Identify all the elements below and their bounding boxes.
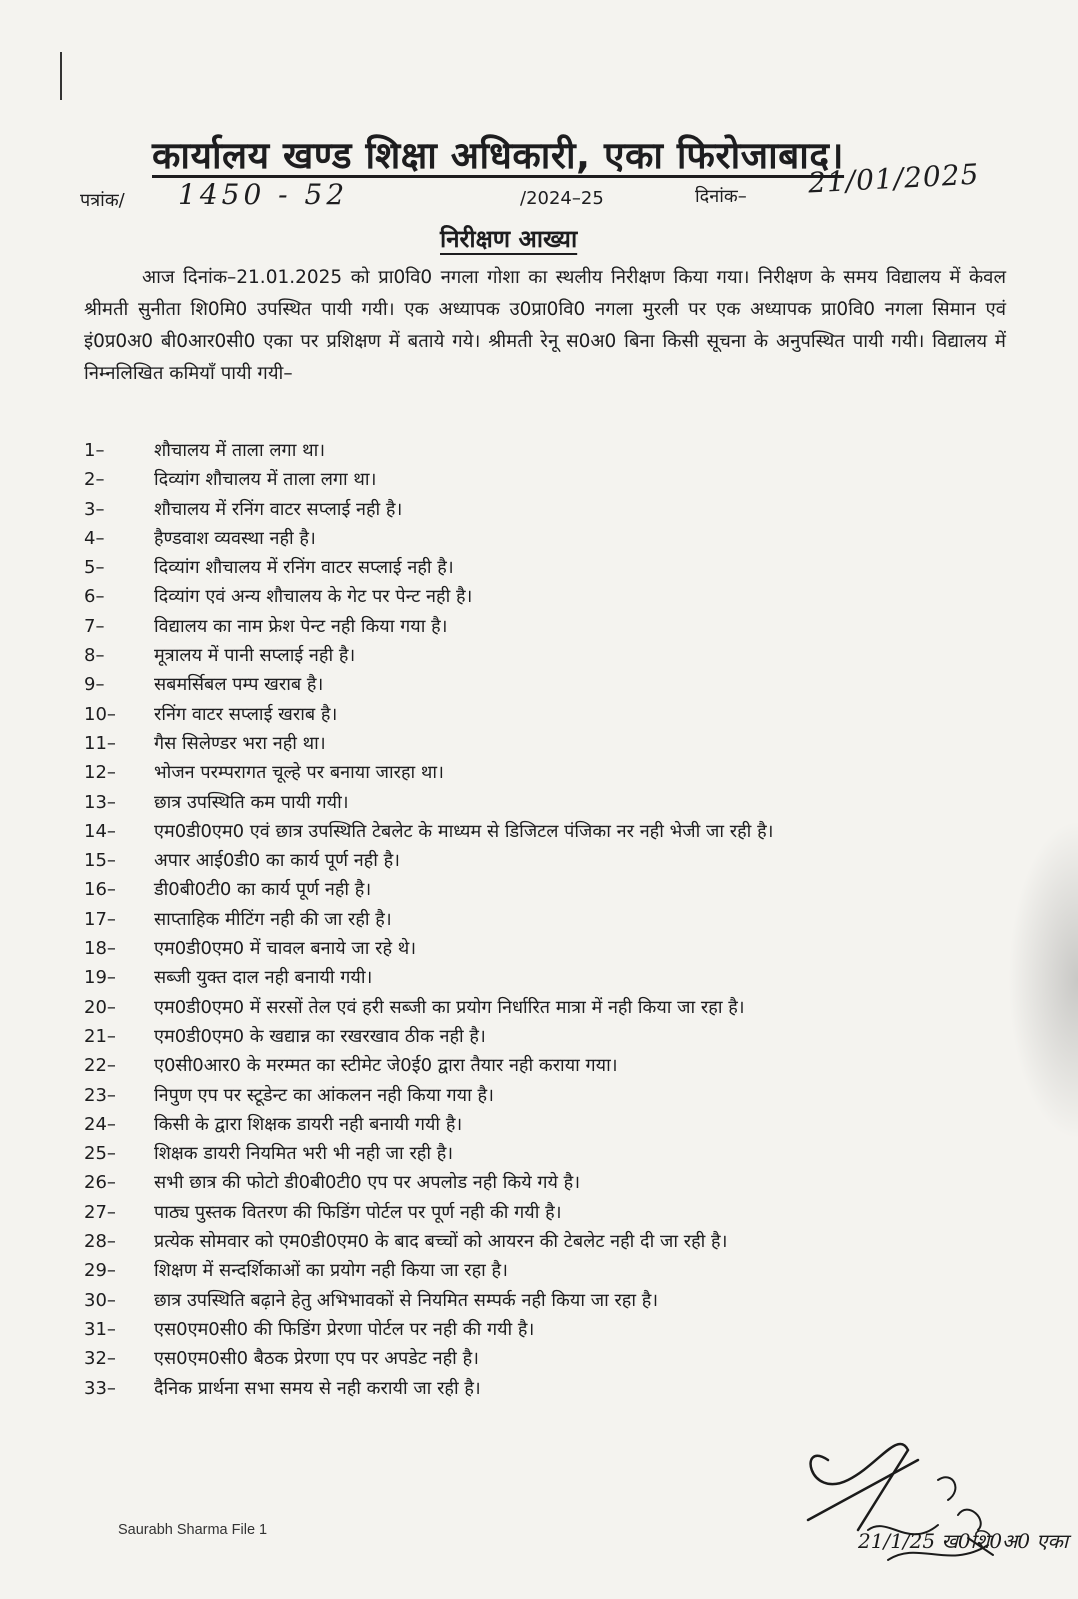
item-text: एम0डी0एम0 में सरसों तेल एवं हरी सब्जी का प्रयोग निर्धारित मात्रा में नही किया जा रहा है। xyxy=(154,996,745,1018)
item-text: छात्र उपस्थिति कम पायी गयी। xyxy=(154,791,349,813)
list-item xyxy=(84,729,1024,758)
item-number: 12– xyxy=(84,762,116,784)
item-text: विद्यालय का नाम फ्रेश पेन्ट नही किया गया है। xyxy=(154,615,448,637)
list-item xyxy=(84,1374,1024,1403)
item-number: 32– xyxy=(84,1348,116,1370)
item-number: 10– xyxy=(84,703,116,725)
office-title: कार्यालय खण्ड शिक्षा अधिकारी, एका फिरोजाबाद। xyxy=(152,134,845,177)
item-number: 9– xyxy=(84,674,105,696)
item-text: हैण्डवाश व्यवस्था नही है। xyxy=(154,527,316,549)
item-text: भोजन परम्परागत चूल्हे पर बनाया जारहा था। xyxy=(154,762,444,784)
list-item xyxy=(84,641,1024,670)
item-number: 15– xyxy=(84,850,116,872)
list-item xyxy=(84,1022,1024,1051)
item-text: एस0एम0सी0 बैठक प्रेरणा एप पर अपडेट नही है। xyxy=(154,1348,479,1370)
report-heading: निरीक्षण आख्या xyxy=(440,225,578,253)
item-text: सब्जी युक्त दाल नही बनायी गयी। xyxy=(154,967,373,989)
item-number: 28– xyxy=(84,1231,116,1253)
list-item xyxy=(84,875,1024,904)
list-item xyxy=(84,465,1024,494)
item-number: 22– xyxy=(84,1055,116,1077)
item-text: डी0बी0टी0 का कार्य पूर्ण नही है। xyxy=(154,879,372,901)
reference-row xyxy=(80,157,1000,218)
item-text: एम0डी0एम0 एवं छात्र उपस्थिति टेबलेट के माध्यम से डिजिटल पंजिका नर नही भेजी जा रही है। xyxy=(154,820,774,842)
date-handwritten: 21/01/2025 xyxy=(807,157,981,200)
item-number: 2– xyxy=(84,469,105,491)
session: /2024–25 xyxy=(520,188,604,209)
ref-number-handwritten: 1450 - 52 xyxy=(178,178,349,211)
item-number: 14– xyxy=(84,820,116,842)
signature xyxy=(788,1420,1069,1580)
list-item xyxy=(84,1256,1024,1285)
list-item xyxy=(84,700,1024,729)
item-number: 3– xyxy=(84,498,105,520)
list-item xyxy=(84,788,1024,817)
list-item xyxy=(84,582,1024,611)
item-number: 1– xyxy=(84,440,105,461)
item-text: सभी छात्र की फोटो डी0बी0टी0 एप पर अपलोड नही किये गये है। xyxy=(154,1172,581,1194)
list-item xyxy=(84,934,1024,963)
item-text: दिव्यांग शौचालय में ताला लगा था। xyxy=(154,469,377,491)
item-text: शौचालय में ताला लगा था। xyxy=(154,440,326,461)
item-text: शिक्षण में सन्दर्शिकाओं का प्रयोग नही किया जा रहा है। xyxy=(154,1260,508,1282)
list-item xyxy=(84,436,1024,465)
list-item xyxy=(84,670,1024,699)
item-number: 4– xyxy=(84,527,105,549)
date-label: दिनांक– xyxy=(695,186,747,207)
list-item xyxy=(84,963,1024,992)
item-text: रनिंग वाटर सप्लाई खराब है। xyxy=(154,703,338,725)
item-text: शिक्षक डायरी नियमित भरी भी नही जा रही है। xyxy=(154,1143,454,1165)
list-item xyxy=(84,524,1024,553)
list-item xyxy=(84,817,1024,846)
list-item xyxy=(84,993,1024,1022)
item-number: 29– xyxy=(84,1260,116,1282)
item-text: ए0सी0आर0 के मरम्मत का स्टीमेट जे0ई0 द्वारा तैयार नही कराया गया। xyxy=(154,1055,618,1077)
list-item xyxy=(84,1315,1024,1344)
item-number: 24– xyxy=(84,1113,116,1135)
list-item xyxy=(84,612,1024,641)
list-item xyxy=(84,1139,1024,1168)
list-item xyxy=(84,1344,1024,1373)
list-item xyxy=(84,1110,1024,1139)
signature-text: 21/1/25 ख0शि0अ0 एका xyxy=(858,1529,1069,1553)
item-text: एम0डी0एम0 में चावल बनाये जा रहे थे। xyxy=(154,938,417,960)
item-text: किसी के द्वारा शिक्षक डायरी नही बनायी गयी है। xyxy=(154,1113,463,1135)
item-text: अपार आई0डी0 का कार्य पूर्ण नही है। xyxy=(154,850,400,872)
list-item xyxy=(84,495,1024,524)
item-number: 8– xyxy=(84,645,105,667)
item-number: 33– xyxy=(84,1377,116,1399)
list-item xyxy=(84,1081,1024,1110)
item-number: 7– xyxy=(84,615,105,637)
ref-label: पत्रांक/ xyxy=(80,190,125,211)
list-item xyxy=(84,758,1024,787)
list-item xyxy=(84,553,1024,582)
item-number: 18– xyxy=(84,938,116,960)
list-item xyxy=(84,1198,1024,1227)
item-text: मूत्रालय में पानी सप्लाई नही है। xyxy=(154,645,356,667)
item-text: पाठ्य पुस्तक वितरण की फिडिंग पोर्टल पर पूर्ण नही की गयी है। xyxy=(154,1201,562,1223)
item-text: एस0एम0सी0 की फिडिंग प्रेरणा पोर्टल पर नही की गयी है। xyxy=(154,1318,535,1340)
item-number: 21– xyxy=(84,1025,116,1047)
margin-mark xyxy=(60,52,62,100)
item-text: प्रत्येक सोमवार को एम0डी0एम0 के बाद बच्चों को आयरन की टेबलेट नही दी जा रही है। xyxy=(154,1231,728,1253)
list-item xyxy=(84,905,1024,934)
list-item xyxy=(84,1051,1024,1080)
item-number: 25– xyxy=(84,1143,116,1165)
item-text: दिव्यांग एवं अन्य शौचालय के गेट पर पेन्ट नही है। xyxy=(154,586,473,608)
item-text: एम0डी0एम0 के खद्यान्न का रखरखाव ठीक नही है। xyxy=(154,1025,486,1047)
list-item xyxy=(84,1227,1024,1256)
item-text: सबमर्सिबल पम्प खराब है। xyxy=(154,674,324,696)
item-number: 31– xyxy=(84,1318,116,1340)
item-number: 30– xyxy=(84,1289,116,1311)
item-number: 5– xyxy=(84,557,105,579)
item-number: 11– xyxy=(84,732,116,754)
item-number: 20– xyxy=(84,996,116,1018)
intro-paragraph: आज दिनांक–21.01.2025 को प्रा0वि0 नगला गोशा का स्थलीय निरीक्षण किया गया। निरीक्षण के समय विद्यालय में केवल श्रीमती सुनीता शि0मि0 उपस्थित पायी गयी। एक अध्यापक उ0प्रा0वि0 नगला मुरली पर एक अध्यापक प्रा0वि0 नगला सिमान एवं इं0प्र0अ0 बी0आर0सी0 एका पर प्रशिक्षण में बताये गये। श्रीमती रेनू स0अ0 बिना किसी सूचना के अनुपस्थित पायी गयी। विद्यालय में निम्नलिखित कमियाँ पायी गयी– xyxy=(84,267,1006,384)
item-text: साप्ताहिक मीटिंग नही की जा रही है। xyxy=(154,908,392,930)
item-text: शौचालय में रनिंग वाटर सप्लाई नही है। xyxy=(154,498,403,520)
list-item xyxy=(84,846,1024,875)
item-number: 6– xyxy=(84,586,105,608)
item-number: 19– xyxy=(84,967,116,989)
item-text: दिव्यांग शौचालय में रनिंग वाटर सप्लाई नही है। xyxy=(154,557,454,579)
file-label: Saurabh Sharma File 1 xyxy=(118,1522,268,1538)
item-text: दैनिक प्रार्थना सभा समय से नही करायी जा रही है। xyxy=(154,1377,481,1399)
item-number: 13– xyxy=(84,791,116,813)
deficiency-list xyxy=(84,436,1024,1403)
item-text: छात्र उपस्थिति बढ़ाने हेतु अभिभावकों से नियमित सम्पर्क नही किया जा रहा है। xyxy=(154,1289,659,1311)
item-text: निपुण एप पर स्टूडेन्ट का आंकलन नही किया गया है। xyxy=(154,1084,494,1106)
item-number: 16– xyxy=(84,879,116,901)
item-number: 26– xyxy=(84,1172,116,1194)
item-text: गैस सिलेण्डर भरा नही था। xyxy=(154,732,326,754)
list-item xyxy=(84,1168,1024,1197)
item-number: 27– xyxy=(84,1201,116,1223)
item-number: 17– xyxy=(84,908,116,930)
list-item xyxy=(84,1286,1024,1315)
item-number: 23– xyxy=(84,1084,116,1106)
